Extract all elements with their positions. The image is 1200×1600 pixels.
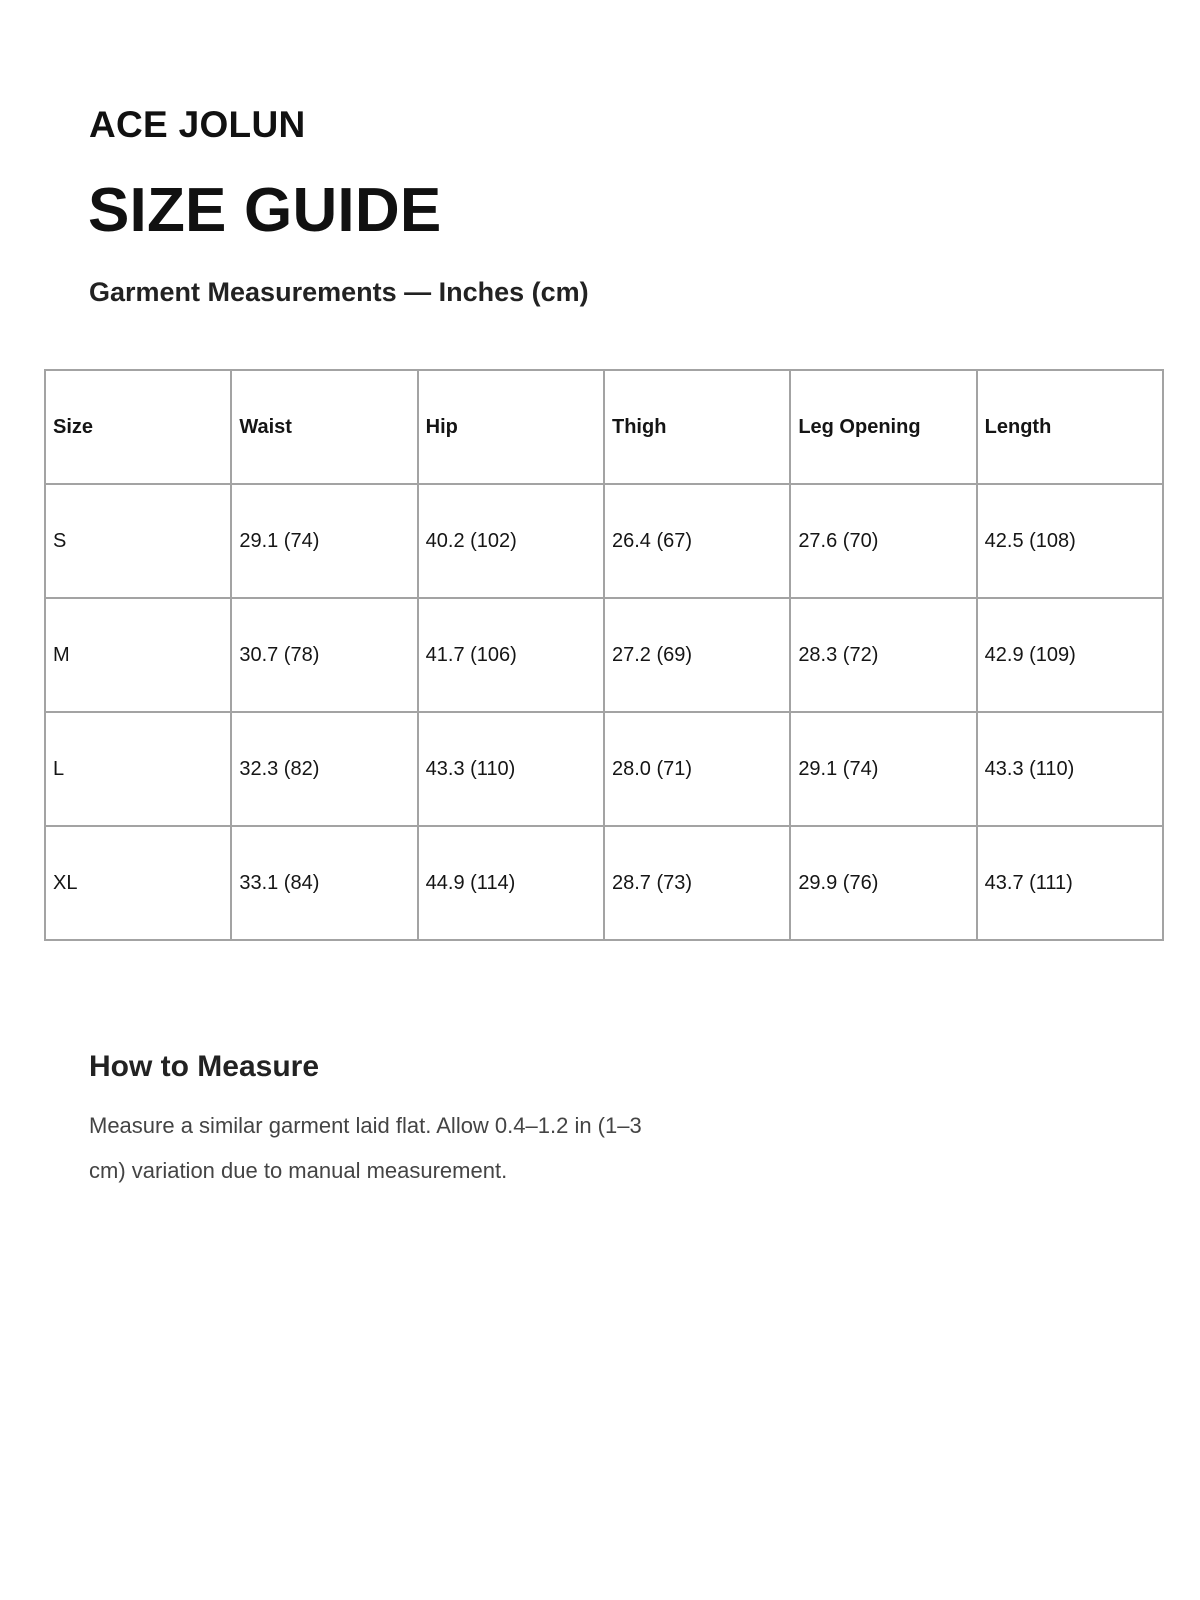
column-header-thigh: Thigh: [604, 370, 790, 484]
table-row: [45, 598, 1163, 712]
page-title: SIZE GUIDE: [88, 176, 442, 245]
table-cell-size: XL: [45, 826, 231, 940]
table-cell-size: M: [45, 598, 231, 712]
column-header-size: Size: [45, 370, 231, 484]
table-cell-leg-opening: 28.3 (72): [790, 598, 976, 712]
table-cell-leg-opening: 27.6 (70): [790, 484, 976, 598]
how-to-measure-text: Measure a similar garment laid flat. Allow 0.4–1.2 in (1–3 cm) variation due to manual measurement.: [89, 1113, 642, 1183]
table-cell-thigh: 28.0 (71): [604, 712, 790, 826]
table-cell-leg-opening: 29.1 (74): [790, 712, 976, 826]
table-row: [45, 826, 1163, 940]
size-table: [44, 369, 1164, 941]
table-cell-hip: 40.2 (102): [418, 484, 604, 598]
table-cell-thigh: 26.4 (67): [604, 484, 790, 598]
table-cell-hip: 44.9 (114): [418, 826, 604, 940]
how-to-measure-heading: How to Measure: [89, 1050, 320, 1083]
table-cell-waist: 30.7 (78): [231, 598, 417, 712]
table-cell-waist: 33.1 (84): [231, 826, 417, 940]
table-cell-waist: 32.3 (82): [231, 712, 417, 826]
table-cell-length: 43.7 (111): [977, 826, 1163, 940]
column-header-leg-opening: Leg Opening: [790, 370, 976, 484]
table-cell-length: 42.5 (108): [977, 484, 1163, 598]
table-cell-length: 43.3 (110): [977, 712, 1163, 826]
table-cell-size: S: [45, 484, 231, 598]
table-cell-thigh: 28.7 (73): [604, 826, 790, 940]
table-cell-waist: 29.1 (74): [231, 484, 417, 598]
table-row: [45, 712, 1163, 826]
column-header-hip: Hip: [418, 370, 604, 484]
brand-name: ACE JOLUN: [89, 104, 306, 145]
table-cell-thigh: 27.2 (69): [604, 598, 790, 712]
table-subtitle: Garment Measurements — Inches (cm): [89, 277, 589, 307]
table-cell-leg-opening: 29.9 (76): [790, 826, 976, 940]
table-header-row: [45, 370, 1163, 484]
column-header-length: Length: [977, 370, 1163, 484]
table-row: [45, 484, 1163, 598]
table-cell-hip: 41.7 (106): [418, 598, 604, 712]
column-header-waist: Waist: [231, 370, 417, 484]
table-cell-hip: 43.3 (110): [418, 712, 604, 826]
table-cell-length: 42.9 (109): [977, 598, 1163, 712]
table-cell-size: L: [45, 712, 231, 826]
